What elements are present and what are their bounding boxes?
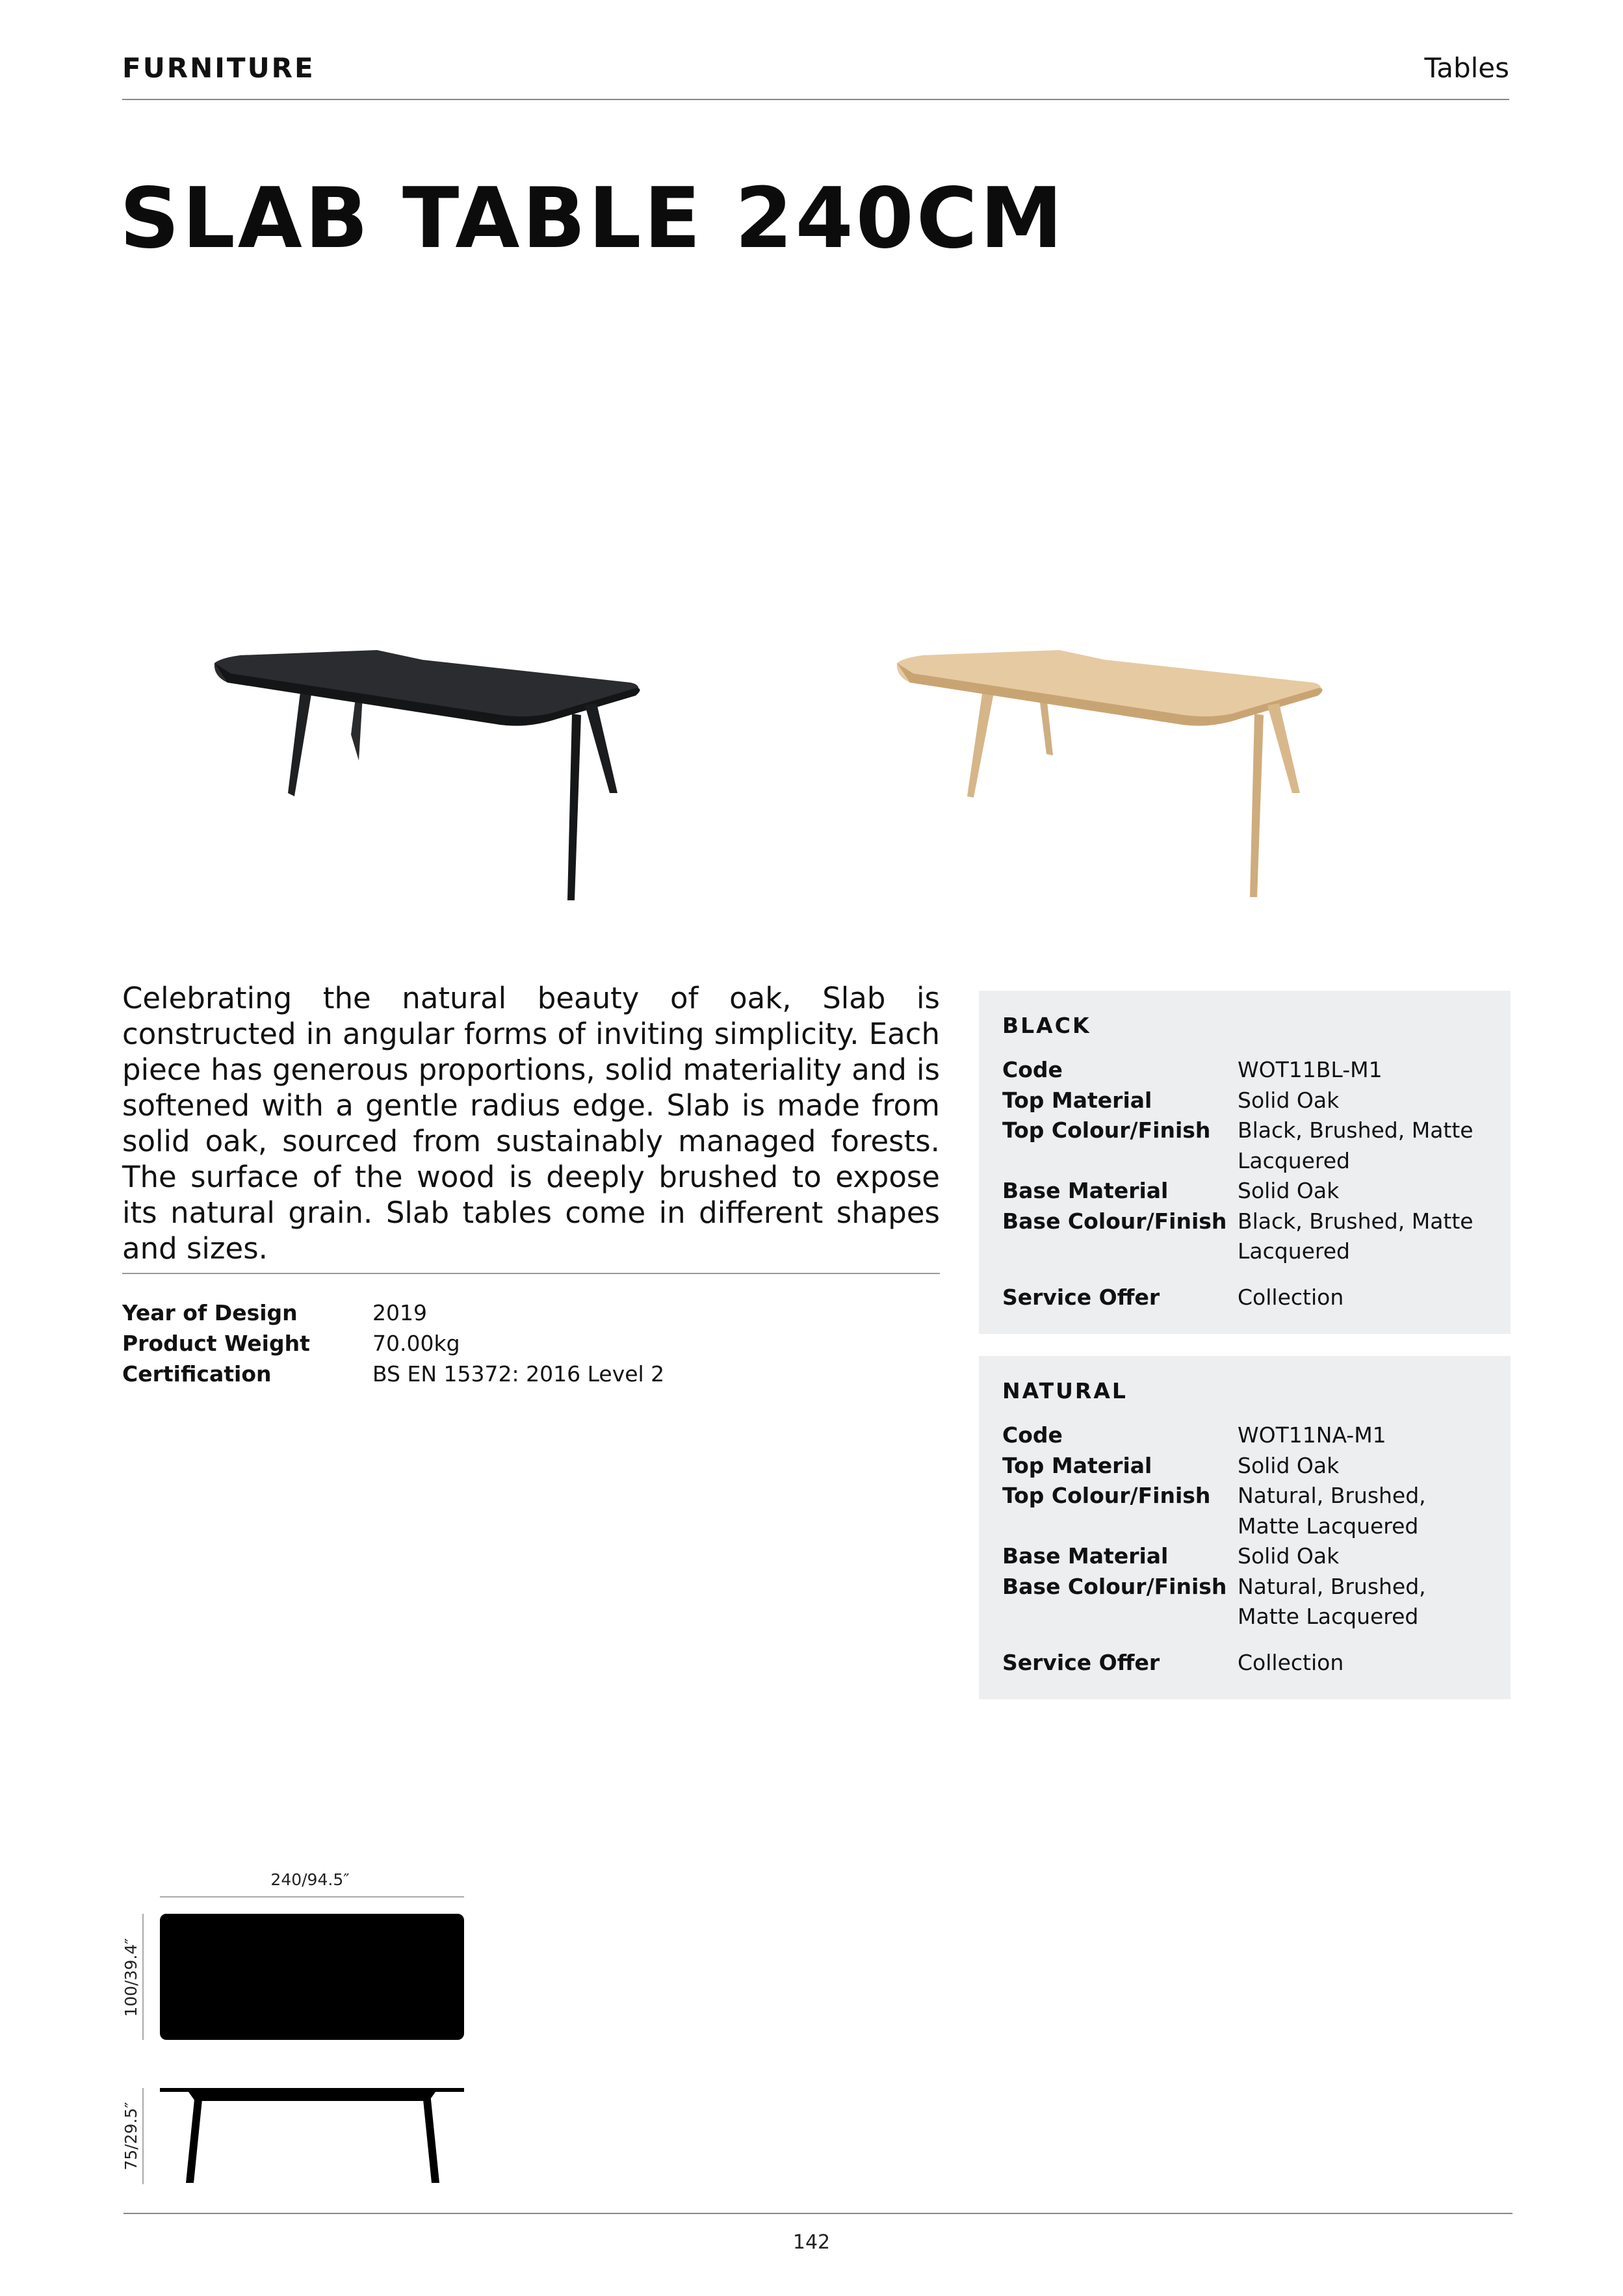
black-table-image xyxy=(188,605,760,904)
spec-label: Base Colour/Finish xyxy=(1002,1208,1227,1234)
height-dimension-label: 75/29.5″ xyxy=(122,2102,140,2171)
spec-row-top-material xyxy=(1002,1086,1487,1116)
variant-panel-natural xyxy=(979,1356,1511,1699)
spec-row-base-finish xyxy=(1002,1572,1487,1632)
meta-value: BS EN 15372: 2016 Level 2 xyxy=(372,1361,665,1387)
footer-divider xyxy=(123,2213,1513,2214)
spec-row-code xyxy=(1002,1420,1487,1451)
meta-value: 70.00kg xyxy=(372,1331,460,1356)
header-subcategory: Tables xyxy=(1424,52,1509,84)
meta-row-year xyxy=(122,1298,664,1328)
spec-row-base-finish xyxy=(1002,1207,1487,1267)
spec-label: Top Colour/Finish xyxy=(1002,1483,1211,1508)
product-meta xyxy=(122,1298,664,1389)
spec-label: Top Colour/Finish xyxy=(1002,1117,1211,1143)
spec-value: WOT11NA-M1 xyxy=(1238,1422,1386,1448)
page-number: 142 xyxy=(792,2231,831,2254)
spec-value: Natural, Brushed, Matte Lacquered xyxy=(1238,1483,1426,1539)
depth-dimension-label: 100/39.4″ xyxy=(122,1938,140,2017)
spec-label: Base Material xyxy=(1002,1178,1169,1203)
natural-table-image xyxy=(871,605,1443,904)
spec-label: Top Material xyxy=(1002,1452,1152,1478)
meta-row-certification xyxy=(122,1359,664,1389)
variant-panel-black xyxy=(979,991,1511,1334)
spec-row-top-finish xyxy=(1002,1481,1487,1541)
variant-title: BLACK xyxy=(1002,1013,1091,1038)
spec-value: Collection xyxy=(1238,1284,1344,1310)
spec-value: Solid Oak xyxy=(1238,1178,1340,1203)
spec-label: Code xyxy=(1002,1057,1063,1082)
meta-label: Product Weight xyxy=(122,1331,310,1356)
spec-row-code xyxy=(1002,1055,1487,1086)
page-title: SLAB TABLE 240CM xyxy=(120,170,1065,267)
dimension-drawing xyxy=(117,1866,481,2204)
meta-label: Certification xyxy=(122,1361,272,1387)
spec-value: Black, Brushed, Matte Lacquered xyxy=(1238,1208,1474,1264)
spec-label: Code xyxy=(1002,1422,1063,1448)
spec-label: Service Offer xyxy=(1002,1649,1160,1675)
variant-title: NATURAL xyxy=(1002,1378,1128,1403)
header-divider xyxy=(122,99,1509,100)
spec-value: WOT11BL-M1 xyxy=(1238,1057,1383,1082)
spec-row-base-material xyxy=(1002,1176,1487,1207)
spec-row-top-material xyxy=(1002,1451,1487,1481)
spec-row-service xyxy=(1002,1648,1487,1678)
spec-value: Solid Oak xyxy=(1238,1452,1340,1478)
spec-row-top-finish xyxy=(1002,1115,1487,1176)
spec-value: Solid Oak xyxy=(1238,1087,1340,1113)
spec-value: Natural, Brushed, Matte Lacquered xyxy=(1238,1573,1426,1629)
width-dimension-label: 240/94.5″ xyxy=(270,1870,350,1889)
spec-label: Base Colour/Finish xyxy=(1002,1573,1227,1599)
spec-label: Service Offer xyxy=(1002,1284,1160,1310)
table-top-plan xyxy=(160,1914,464,2040)
description-divider xyxy=(122,1273,940,1274)
meta-label: Year of Design xyxy=(122,1300,298,1325)
spec-label: Top Material xyxy=(1002,1087,1152,1113)
table-side-elevation xyxy=(160,2088,464,2183)
meta-value: 2019 xyxy=(372,1300,427,1325)
spec-value: Collection xyxy=(1238,1649,1344,1675)
spec-row-service xyxy=(1002,1283,1487,1313)
spec-value: Black, Brushed, Matte Lacquered xyxy=(1238,1117,1474,1173)
spec-value: Solid Oak xyxy=(1238,1543,1340,1569)
meta-row-weight xyxy=(122,1328,664,1359)
spec-label: Base Material xyxy=(1002,1543,1169,1569)
product-description: Celebrating the natural beauty of oak, Slab is constructed in angular forms of inviting simplicity. Each piece has generous proportions, solid materiality and is softened with a gentle radius edge. Slab is made from solid oak, sourced from sustainably managed forests. The surface of the wood is deeply brushed to expose its natural grain. Slab tables come in different shapes and sizes. xyxy=(122,981,940,1266)
spec-row-base-material xyxy=(1002,1541,1487,1572)
header-category: FURNITURE xyxy=(122,52,315,84)
